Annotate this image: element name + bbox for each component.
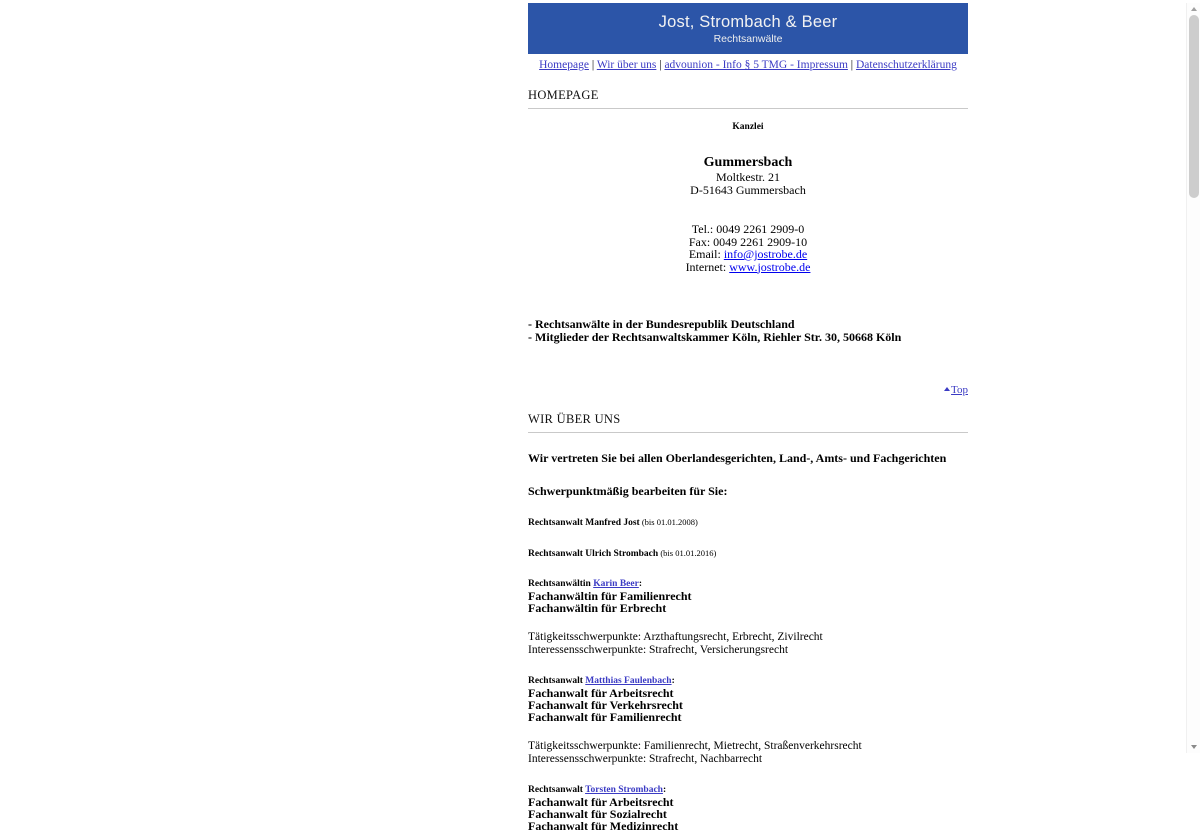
section-divider	[528, 432, 968, 433]
specialization: Fachanwalt für Arbeitsrecht	[528, 686, 674, 700]
nav-separator: |	[656, 59, 665, 71]
nav-link-about[interactable]: Wir über uns	[596, 59, 657, 71]
nav-link-homepage[interactable]: Homepage	[539, 59, 589, 71]
membership-line-1: - Rechtsanwälte in der Bundesrepublik Deutschland	[528, 317, 795, 331]
office-fax: Fax: 0049 2261 2909-10	[688, 234, 808, 249]
nav-separator: |	[588, 59, 597, 71]
focus-line: Tätigkeitsschwerpunkte: Familienrecht, Mietrecht, Straßenverkehrsrecht	[528, 740, 862, 752]
back-to-top-row	[528, 384, 968, 397]
specialization: Fachanwalt für Medizinrecht	[528, 819, 679, 833]
section-divider	[528, 108, 968, 109]
email-link[interactable]: info@jostrobe.de	[723, 247, 808, 261]
nav-link-impressum[interactable]: advounion - Info § 5 TMG - Impressum	[664, 59, 848, 71]
person-profile-link[interactable]: Karin Beer	[593, 579, 639, 589]
person-name-row	[528, 547, 968, 560]
office-website-row	[528, 261, 968, 274]
site-banner	[528, 3, 968, 54]
scroll-up-button[interactable]	[1187, 3, 1201, 15]
page-content	[528, 3, 968, 832]
banner-title: Jost, Strombach & Beer	[658, 12, 838, 31]
triangle-up-icon	[1191, 7, 1197, 11]
page-viewport	[0, 3, 1186, 833]
person-name-row	[528, 516, 968, 529]
email-label: Email:	[688, 247, 724, 261]
main-navigation	[528, 58, 968, 73]
nav-link-datenschutz[interactable]: Datenschutzerklärung	[855, 59, 957, 71]
office-city: Gummersbach	[703, 155, 793, 170]
list-item	[528, 547, 968, 560]
back-to-top-label: Top	[951, 384, 968, 396]
specialization: Fachanwalt für Arbeitsrecht	[528, 795, 674, 809]
specialization: Fachanwältin für Erbrecht	[528, 601, 667, 615]
about-lead-1: Wir vertreten Sie bei allen Oberlandesgerichten, Land-, Amts- und Fachgerichten	[528, 451, 947, 465]
focus-line: Tätigkeitsschwerpunkte: Arzthaftungsrecht, Erbrecht, Zivilrecht	[528, 631, 823, 643]
triangle-up-icon	[944, 387, 950, 391]
specialization: Fachanwalt für Verkehrsrecht	[528, 698, 683, 712]
list-item	[528, 675, 968, 766]
specialization: Fachanwalt für Familienrecht	[528, 710, 682, 724]
person-note: :	[671, 676, 675, 686]
focus-line: Interessensschwerpunkte: Strafrecht, Versicherungsrecht	[528, 644, 789, 656]
person-note: :	[638, 579, 642, 589]
specialization: Fachanwältin für Familienrecht	[528, 589, 692, 603]
scrollbar-thumb[interactable]	[1189, 15, 1199, 198]
section-heading-about: WIR ÜBER UNS	[528, 412, 621, 426]
banner-subtitle: Rechtsanwälte	[713, 32, 783, 45]
internet-label: Internet:	[685, 259, 730, 274]
nav-separator: |	[847, 59, 856, 71]
triangle-down-icon	[1191, 745, 1197, 749]
person-note: (bis 01.01.2016)	[658, 548, 717, 558]
scroll-down-button[interactable]	[1187, 741, 1201, 753]
person-title: Rechtsanwalt	[528, 676, 586, 686]
person-note: :	[662, 785, 667, 795]
office-postal: D-51643 Gummersbach	[690, 182, 806, 197]
person-name: Ulrich Strombach	[585, 549, 659, 559]
person-title: Rechtsanwalt	[528, 518, 586, 528]
person-note: (bis 01.01.2008)	[639, 517, 698, 527]
vertical-scrollbar[interactable]	[1186, 3, 1200, 753]
person-profile-link[interactable]: Torsten Strombach	[585, 785, 663, 795]
website-link[interactable]: www.jostrobe.de	[729, 259, 811, 274]
office-street: Moltkestr. 21	[715, 170, 780, 184]
specialization: Fachanwalt für Sozialrecht	[528, 807, 667, 821]
back-to-top-link[interactable]	[944, 384, 968, 396]
person-name: Manfred Jost	[585, 518, 640, 528]
about-lead-2: Schwerpunktmäßig bearbeiten für Sie:	[528, 484, 728, 498]
person-title: Rechtsanwalt	[528, 549, 586, 559]
list-item	[528, 578, 968, 657]
office-telephone: Tel.: 0049 2261 2909-0	[691, 222, 805, 236]
person-title: Rechtsanwältin	[528, 579, 594, 589]
kanzlei-label: Kanzlei	[732, 122, 764, 132]
membership-line-2: - Mitglieder der Rechtsanwaltskammer Köln, Riehler Str. 30, 50668 Köln	[528, 329, 902, 344]
list-item	[528, 516, 968, 529]
person-title: Rechtsanwalt	[528, 785, 586, 795]
list-item	[528, 784, 968, 832]
section-heading-homepage: HOMEPAGE	[528, 88, 599, 102]
focus-line: Interessensschwerpunkte: Strafrecht, Nachbarrecht	[528, 753, 763, 765]
person-profile-link[interactable]: Matthias Faulenbach	[585, 676, 672, 686]
